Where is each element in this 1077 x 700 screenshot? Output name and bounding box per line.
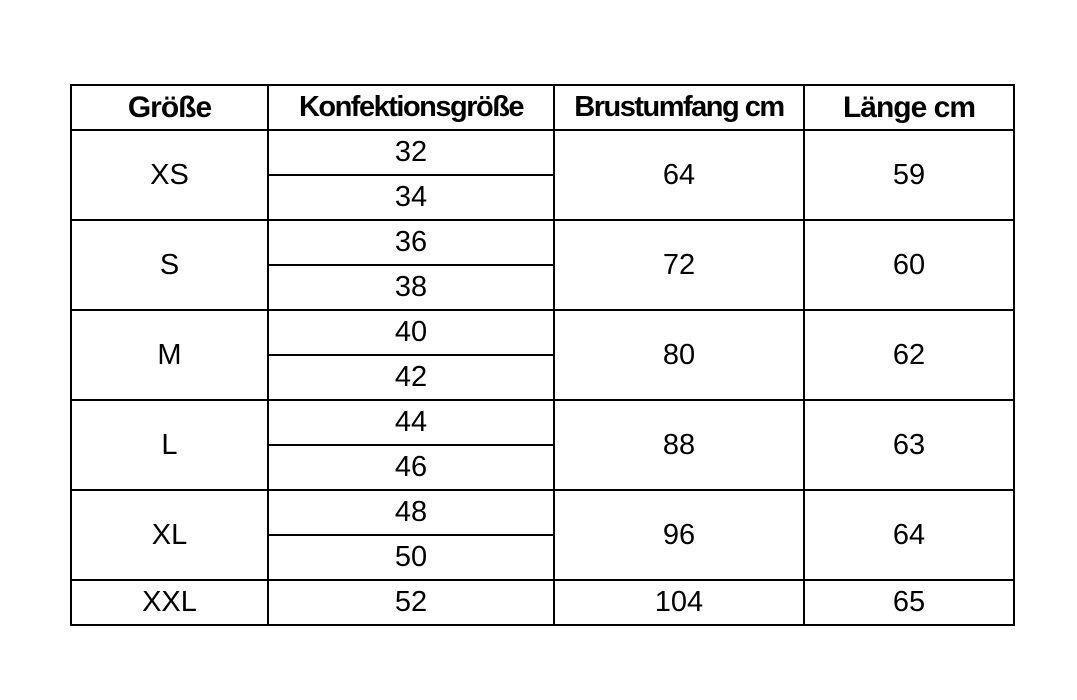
konfektion-cell: 46: [268, 445, 554, 490]
konfektion-cell: 48: [268, 490, 554, 535]
size-cell: S: [71, 220, 268, 310]
table-row: [71, 220, 1014, 265]
brustumfang-cell: 96: [554, 490, 804, 580]
konfektion-cell: 36: [268, 220, 554, 265]
brustumfang-cell: 64: [554, 130, 804, 220]
laenge-cell: 62: [804, 310, 1014, 400]
konfektion-cell: 34: [268, 175, 554, 220]
brustumfang-cell: 72: [554, 220, 804, 310]
konfektion-cell: 42: [268, 355, 554, 400]
brustumfang-cell: 88: [554, 400, 804, 490]
size-cell: XS: [71, 130, 268, 220]
konfektion-cell: 38: [268, 265, 554, 310]
laenge-cell: 64: [804, 490, 1014, 580]
konfektion-cell: 50: [268, 535, 554, 580]
table-row: [71, 580, 1014, 625]
laenge-cell: 65: [804, 580, 1014, 625]
header-brustumfang: Brustumfang cm: [554, 85, 804, 130]
konfektion-cell: 40: [268, 310, 554, 355]
size-cell: M: [71, 310, 268, 400]
table-row: [71, 130, 1014, 175]
konfektion-cell: 44: [268, 400, 554, 445]
size-cell: L: [71, 400, 268, 490]
header-row: [71, 85, 1014, 130]
brustumfang-cell: 104: [554, 580, 804, 625]
laenge-cell: 63: [804, 400, 1014, 490]
laenge-cell: 60: [804, 220, 1014, 310]
size-chart-table: [70, 84, 1015, 626]
konfektion-cell: 32: [268, 130, 554, 175]
header-laenge: Länge cm: [804, 85, 1014, 130]
header-konfektionsgroesse: Konfektionsgröße: [268, 85, 554, 130]
size-cell: XL: [71, 490, 268, 580]
table-row: [71, 310, 1014, 355]
laenge-cell: 59: [804, 130, 1014, 220]
konfektion-cell: 52: [268, 580, 554, 625]
brustumfang-cell: 80: [554, 310, 804, 400]
header-groesse: Größe: [71, 85, 268, 130]
size-cell: XXL: [71, 580, 268, 625]
table-row: [71, 490, 1014, 535]
table-row: [71, 400, 1014, 445]
